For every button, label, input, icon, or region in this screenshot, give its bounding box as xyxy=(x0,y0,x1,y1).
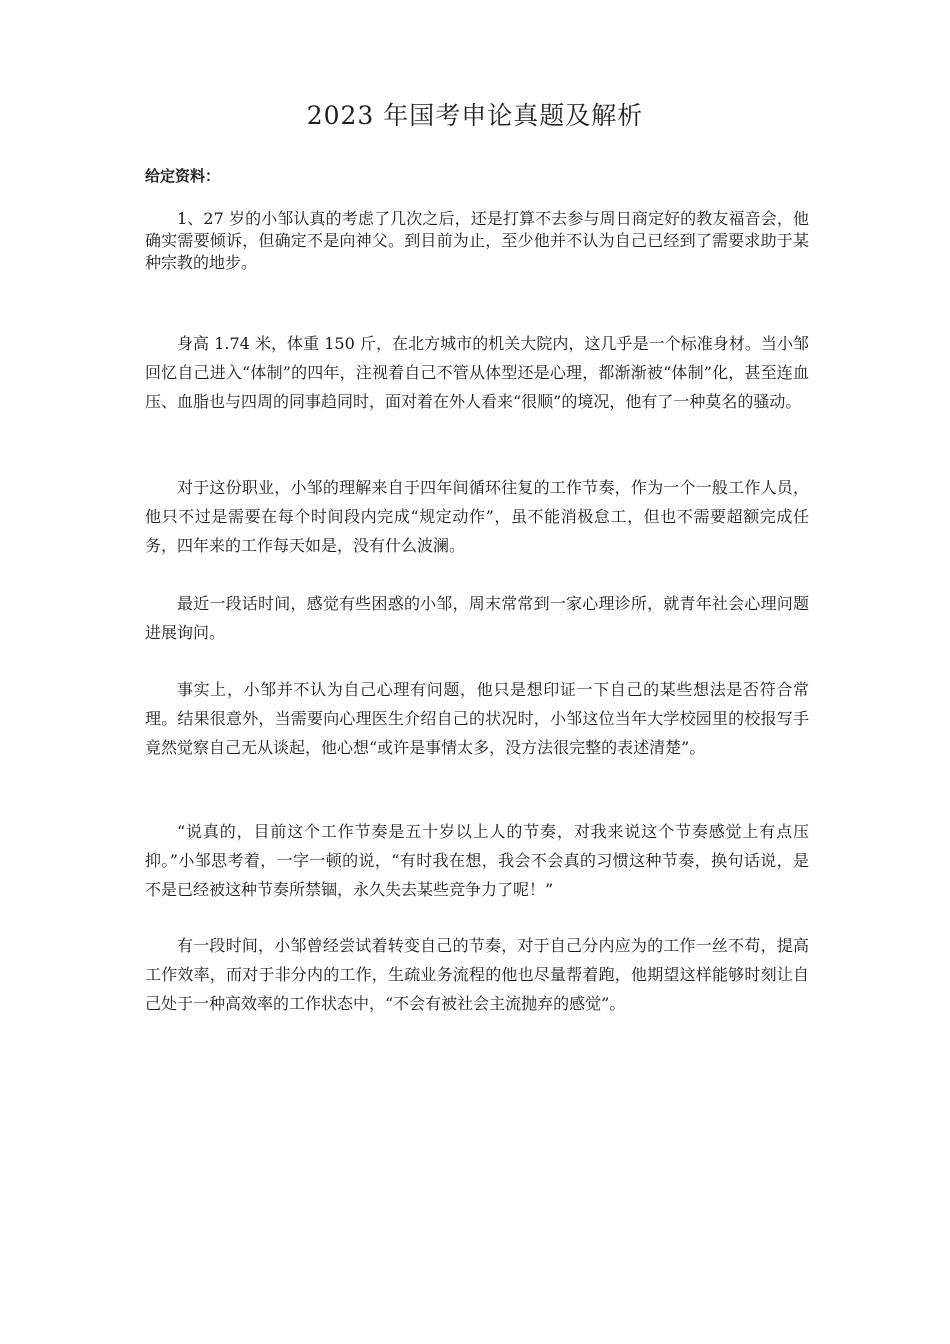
page-title: 2023 年国考申论真题及解析 xyxy=(306,101,644,130)
paragraph-3: 对于这份职业，小邹的理解来自于四年间循环往复的工作节奏，作为一个一般工作人员，他只不过是需要在每个时间段内完成“规定动作”，虽不能消极怠工，但也不需要超额完成任务，四年来的工作每天如是，没有什么波澜。 xyxy=(145,478,809,555)
paragraph-7: 有一段时间，小邹曾经尝试着转变自己的节奏，对于自己分内应为的工作一丝不苟，提高工作效率，而对于非分内的工作，生疏业务流程的他也尽量帮着跑，他期望这样能够时刻让自己处于一种高效率的工作状态中，“不会有被社会主流抛弃的感觉”。 xyxy=(145,936,809,1013)
paragraph-5: 事实上，小邹并不认为自己心理有问题，他只是想印证一下自己的某些想法是否符合常理。结果很意外，当需要向心理医生介绍自己的状况时，小邹这位当年大学校园里的校报写手竟然觉察自己无从谈起，他心想“或许是事情太多，没方法很完整的表述清楚”。 xyxy=(145,680,809,757)
paragraph-1: 1、27 岁的小邹认真的考虑了几次之后，还是打算不去参与周日商定好的教友福音会，他确实需要倾诉，但确定不是向神父。到目前为止，至少他并不认为自己已经到了需要求助于某种宗教的地步。 xyxy=(145,209,809,272)
paragraph-6: “说真的，目前这个工作节奏是五十岁以上人的节奏，对我来说这个节奏感觉上有点压抑。”小邹思考着，一字一顿的说，“有时我在想，我会不会真的习惯这种节奏，换句话说，是不是已经被这种节奏所禁锢，永久失去某些竞争力了呢！” xyxy=(145,822,809,899)
paragraph-2: 身高 1.74 米，体重 150 斤，在北方城市的机关大院内，这几乎是一个标准身材。当小邹回忆自己进入“体制”的四年，注视着自己不管从体型还是心理，都渐渐被“体制”化，甚至连血压、血脂也与四周的同事趋同时，面对着在外人看来“很顺”的境况，他有了一种莫名的骚动。 xyxy=(145,334,809,411)
paragraph-4: 最近一段话时间，感觉有些困惑的小邹，周末常常到一家心理诊所，就青年社会心理问题进展询问。 xyxy=(145,594,809,642)
section-label-given-materials: 给定资料： xyxy=(145,167,221,185)
